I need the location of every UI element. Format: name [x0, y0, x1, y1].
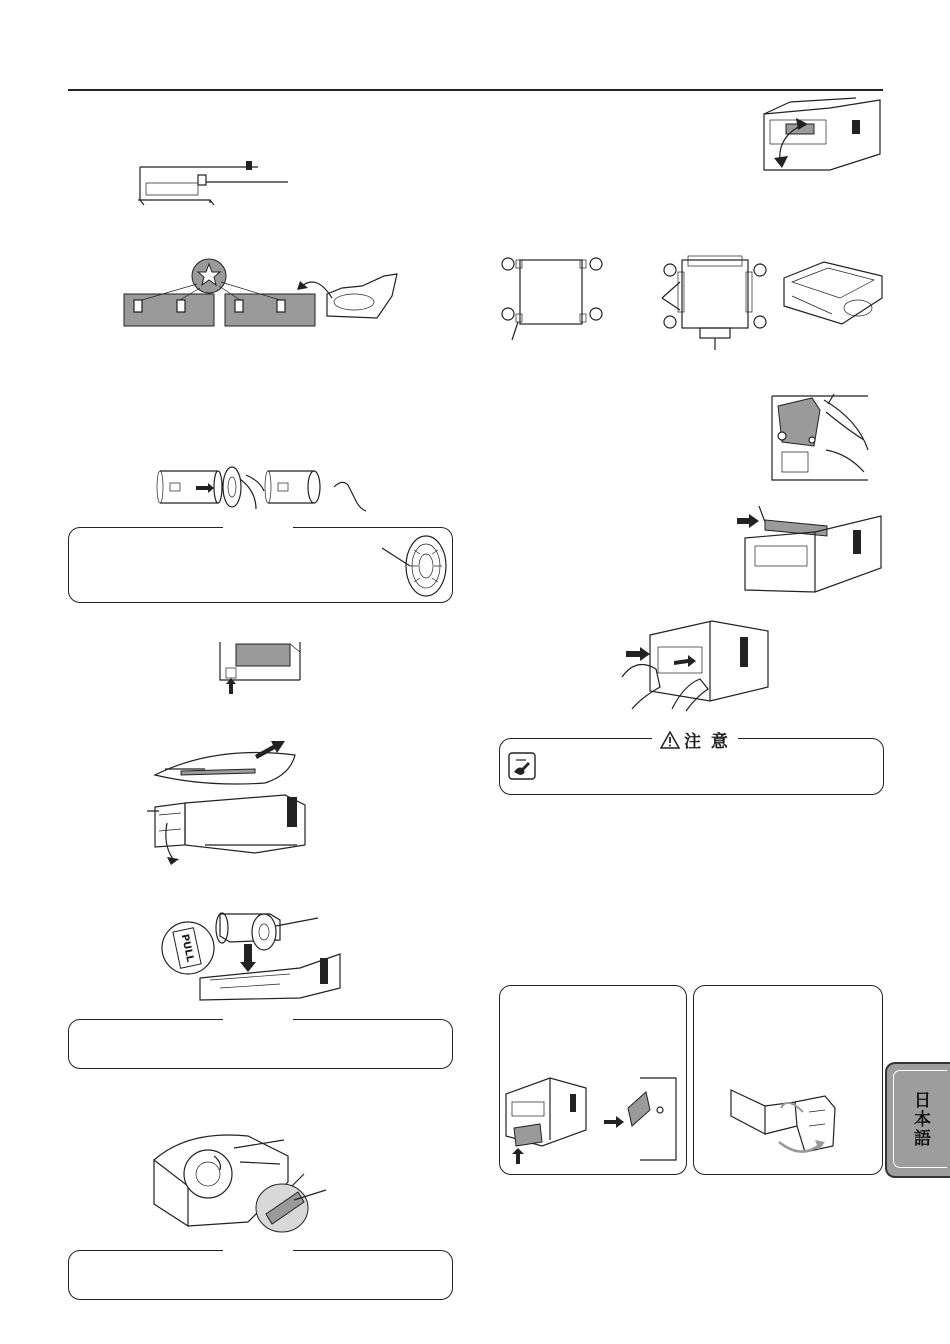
printer-power-switch-illustration [138, 155, 298, 205]
paper-tray-fold-illustration [725, 1082, 845, 1162]
warning-triangle-icon [660, 731, 680, 749]
language-tab [885, 1062, 950, 1178]
header-rule [68, 89, 883, 91]
note-box-2 [68, 1019, 453, 1069]
ribbon-flange-attach-illustration [156, 461, 376, 516]
language-tab-label: 日本語 [910, 1090, 930, 1148]
note-box-2-title-gap [223, 1012, 293, 1026]
note-box-1-title-gap [223, 520, 293, 534]
ribbon-loaded-illustration [148, 1126, 333, 1236]
printer-open-door-illustration [145, 735, 315, 865]
ribbon-corners-illustration [498, 252, 608, 342]
paper-tray-remove-illustration [500, 1070, 680, 1170]
caution-title-text: 注 意 [684, 732, 730, 752]
flange-ring-illustration [380, 532, 450, 598]
printer-mechanism-illustration [768, 390, 873, 485]
cartridge-frame-illustration [660, 252, 770, 352]
language-tab-inner [893, 1070, 947, 1168]
hand-pinch-icon [508, 752, 536, 780]
cartridge-perspective-illustration [778, 258, 888, 328]
note-box-3-title-gap [223, 1243, 293, 1257]
printer-roller-insert-illustration [735, 502, 885, 597]
hands-insert-cartridge-illustration [612, 617, 772, 712]
printer-lid-open-illustration [760, 98, 885, 173]
caution-title [652, 727, 738, 752]
pull-label: PULL [172, 927, 201, 969]
note-box-3 [68, 1250, 453, 1300]
printer-rear-connector-illustration [216, 640, 306, 695]
ribbon-holder-symbol-illustration [122, 256, 407, 331]
